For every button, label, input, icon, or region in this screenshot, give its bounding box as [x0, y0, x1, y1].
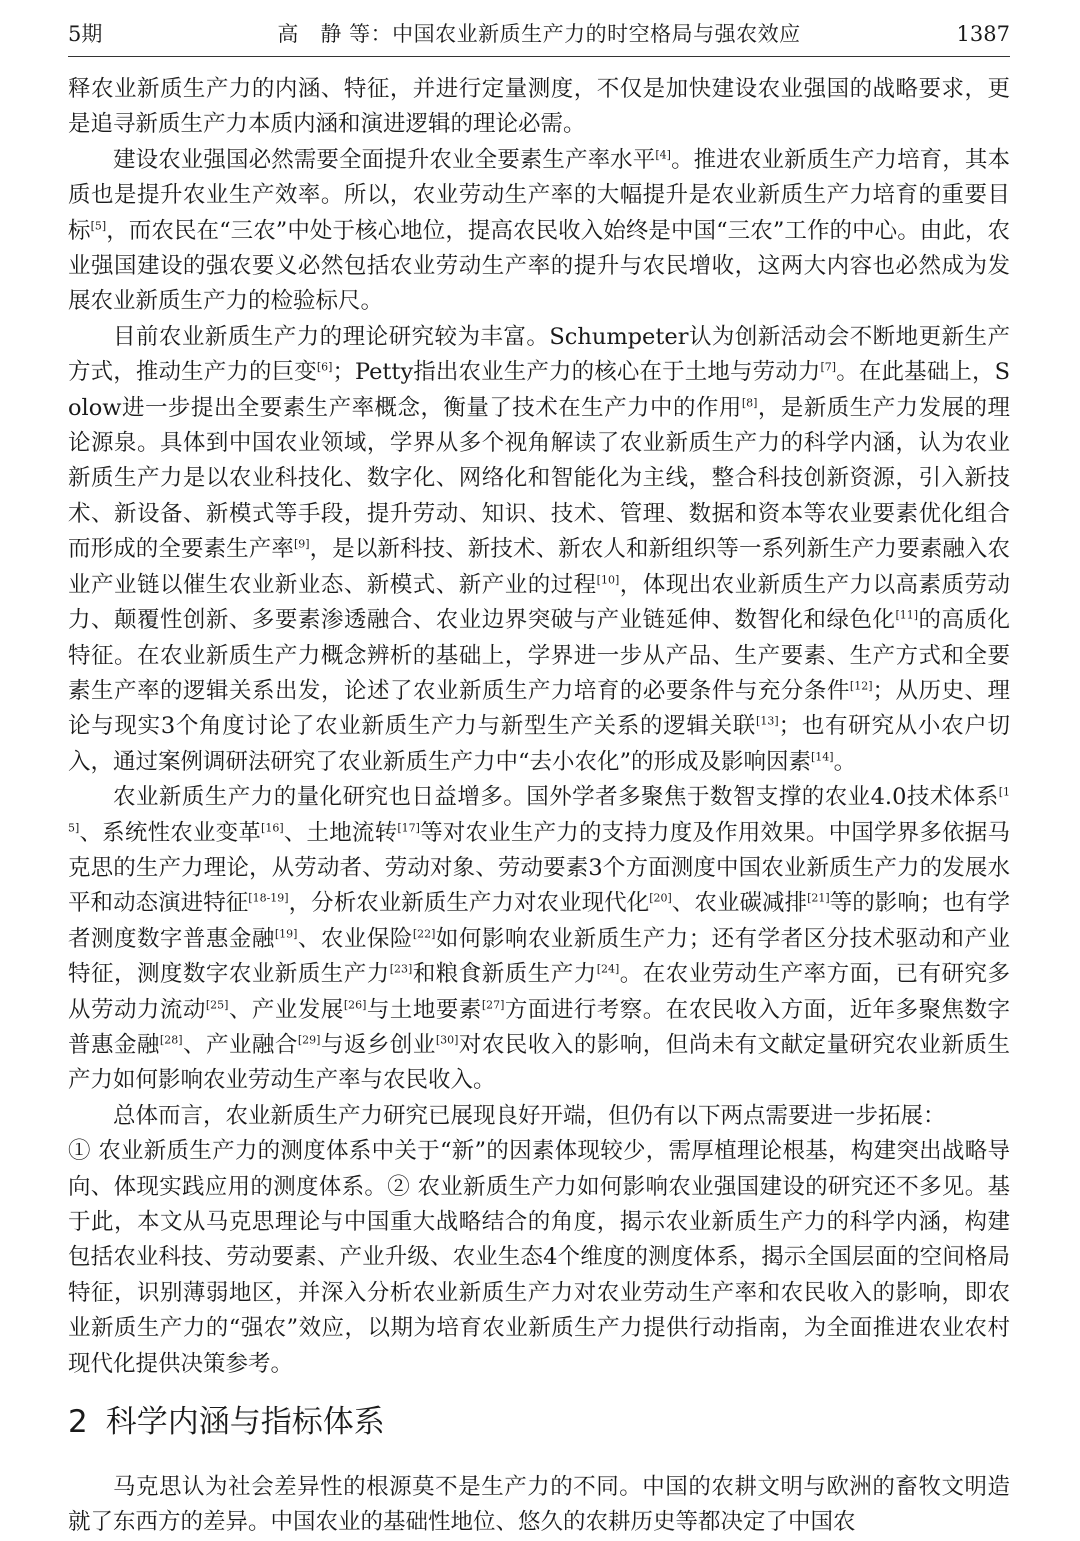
body-paragraph [68, 320, 1010, 780]
text-run: ，而农民在“三农”中处于核心地位，提高农民收入始终是中国“三农”工作的中心。由此，农业强国建设的强农要义必然包括农业劳动生产率的提升与农民增收，这两大内容也必然成为发展农业新质生产力的检验标尺。 [68, 217, 1010, 315]
citation-ref: [30] [435, 1033, 459, 1047]
text-run: 等的影响；也有学者测度数字普惠金融 [68, 890, 1010, 952]
text-run: 和粮食新质生产力 [412, 961, 597, 988]
citation-ref: [19] [274, 927, 298, 941]
text-run: 总体而言，农业新质生产力研究已展现良好开端，但仍有以下两点需要进一步拓展： [113, 1102, 946, 1129]
text-run: 。推进农业新质生产力培育，其本质也是提升农业生产效率。所以，农业劳动生产率的大幅提升是农业新质生产力培育的重要目标 [68, 146, 1010, 244]
section-number: 2 [68, 1404, 88, 1441]
body-paragraph [68, 780, 1010, 1099]
text-run: ① 农业新质生产力的测度体系中关于“新”的因素体现较少，需厚植理论根基，构建突出战略导向、体现实践应用的测度体系。② 农业新质生产力如何影响农业强国建设的研究还不多见。基于此，本文从马克思理论与中国重大战略结合的角度，揭示农业新质生产力的科学内涵，构建包括农业科技、劳动要素、产业升级、农业生态4个维度的测度体系，揭示全国层面的空间格局特征，识别薄弱地区，并深入分析农业新质生产力对农业劳动生产率和农民收入的影响，即农业新质生产力的“强农”效应，以期为培育农业新质生产力提供行动指南，为全面推进农业农村现代化提供决策参考。 [68, 1138, 1010, 1377]
citation-ref: [28] [159, 1033, 183, 1047]
page-number: 1387 [956, 22, 1010, 46]
citation-ref: [14] [811, 750, 834, 764]
running-header [68, 12, 1010, 57]
text-run: 、农业保险 [297, 925, 413, 952]
text-run: 目前农业新质生产力的理论研究较为丰富。Schumpeter认为创新活动会不断地更新生产方式，推动生产力的巨变 [68, 323, 1010, 386]
citation-ref: [18-19] [248, 891, 289, 905]
citation-ref: [25] [205, 998, 229, 1012]
text-run: 的高质化特征。在农业新质生产力概念辨析的基础上，学界进一步从产品、生产要素、生产方式和全要素生产率的逻辑关系出发，论述了农业新质生产力培育的必要条件与充分条件 [68, 607, 1010, 704]
body-paragraph [68, 1134, 1010, 1382]
text-run: ，分析农业新质生产力对农业现代化 [288, 890, 650, 917]
text-run: 与土地要素 [366, 996, 482, 1023]
text-run: 。在此基础上，Solow进一步提出全要素生产率概念，衡量了技术在生产力中的作用 [68, 359, 1010, 421]
citation-ref: [7] [820, 360, 837, 374]
citation-ref: [17] [397, 821, 420, 835]
text-run: 与返乡创业 [320, 1031, 436, 1058]
citation-ref: [26] [343, 998, 367, 1012]
section-heading [68, 1402, 1010, 1442]
citation-ref: [11] [895, 608, 919, 622]
body-paragraph [68, 143, 1010, 320]
text-run: 对农民收入的影响，但尚未有文献定量研究农业新质生产力如何影响农业劳动生产率与农民收入。 [68, 1031, 1010, 1094]
body-paragraph [68, 1470, 1010, 1541]
citation-ref: [4] [655, 148, 671, 162]
citation-ref: [20] [649, 891, 672, 905]
citation-ref: [9] [293, 537, 310, 551]
text-run: 方面进行考察。在农民收入方面，近年多聚焦数字普惠金融 [68, 996, 1010, 1058]
section-paragraphs [68, 1470, 1010, 1541]
text-run: 。在农业劳动生产率方面，已有研究多从劳动力流动 [68, 961, 1010, 1023]
text-run: 建设农业强国必然需要全面提升农业全要素生产率水平 [113, 146, 656, 173]
text-run: 如何影响农业新质生产力；还有学者区分技术驱动和产业特征，测度数字农业新质生产力 [68, 925, 1010, 988]
article-body [68, 72, 1010, 1541]
text-run: 、产业发展 [228, 996, 344, 1023]
text-run: 等对农业生产力的支持力度及作用效果。中国学界多依据马克思的生产力理论，从劳动者、劳动对象、劳动要素3个方面测度中国农业新质生产力的发展水平和动态演进特征 [68, 819, 1010, 917]
text-run: 、产业融合 [182, 1031, 298, 1058]
text-run: ；从历史、理论与现实3个角度讨论了农业新质生产力与新型生产关系的逻辑关联 [68, 677, 1010, 740]
citation-ref: [6] [316, 360, 333, 374]
citation-ref: [5] [90, 219, 107, 233]
citation-ref: [22] [412, 927, 436, 941]
text-run: ；也有研究从小农户切入，通过案例调研法研究了农业新质生产力中“去小农化”的形成及影响因素 [68, 713, 1010, 775]
text-run: 、系统性农业变革 [79, 819, 262, 846]
citation-ref: [16] [261, 821, 284, 835]
text-run: 农业新质生产力的量化研究也日益增多。国外学者多聚焦于数智支撑的农业4.0技术体系 [113, 784, 999, 811]
citation-ref: [24] [596, 962, 620, 976]
text-run: ，是新质生产力发展的理论源泉。具体到中国农业领域，学界从多个视角解读了农业新质生产力的科学内涵，认为农业新质生产力是以农业科技化、数字化、网络化和智能化为主线，整合科技创新资源，引入新技术、新设备、新模式等手段，提升劳动、知识、技术、管理、数据和资本等农业要素优化组合而形成的全要素生产率 [68, 394, 1010, 563]
text-run: ，体现出农业新质生产力以高素质劳动力、颠覆性创新、多要素渗透融合、农业边界突破与产业链延伸、数智化和绿色化 [68, 571, 1010, 634]
citation-ref: [21] [807, 891, 830, 905]
body-paragraph [68, 1099, 1010, 1134]
text-run: ；Petty指出农业生产力的核心在于土地与劳动力 [332, 359, 821, 386]
citation-ref: [10] [596, 573, 620, 587]
text-run: ，是以新科技、新技术、新农人和新组织等一系列新生产力要素融入农业产业链以催生农业新业态、新模式、新产业的过程 [68, 536, 1010, 598]
running-title: 高 静 等：中国农业新质生产力的时空格局与强农效应 [277, 22, 801, 46]
text-run: 。 [833, 748, 857, 775]
citation-ref: [27] [481, 998, 505, 1012]
text-run: 、土地流转 [283, 819, 398, 846]
text-run: 、农业碳减排 [671, 890, 808, 917]
citation-ref: [13] [756, 714, 779, 728]
issue-label: 5期 [68, 22, 103, 46]
intro-paragraphs [68, 72, 1010, 1382]
text-run: 马克思认为社会差异性的根源莫不是生产力的不同。中国的农耕文明与欧洲的畜牧文明造就了东西方的差异。中国农业的基础性地位、悠久的农耕历史等都决定了中国农 [68, 1474, 1010, 1536]
citation-ref: [12] [849, 679, 873, 693]
section-title: 科学内涵与指标体系 [105, 1404, 385, 1441]
citation-ref: [29] [297, 1033, 321, 1047]
body-paragraph [68, 72, 1010, 143]
citation-ref: [15] [68, 785, 1010, 835]
citation-ref: [8] [741, 396, 758, 410]
text-run: 释农业新质生产力的内涵、特征，并进行定量测度，不仅是加快建设农业强国的战略要求，更是追寻新质生产力本质内涵和演进逻辑的理论必需。 [68, 76, 1010, 138]
citation-ref: [23] [389, 962, 413, 976]
